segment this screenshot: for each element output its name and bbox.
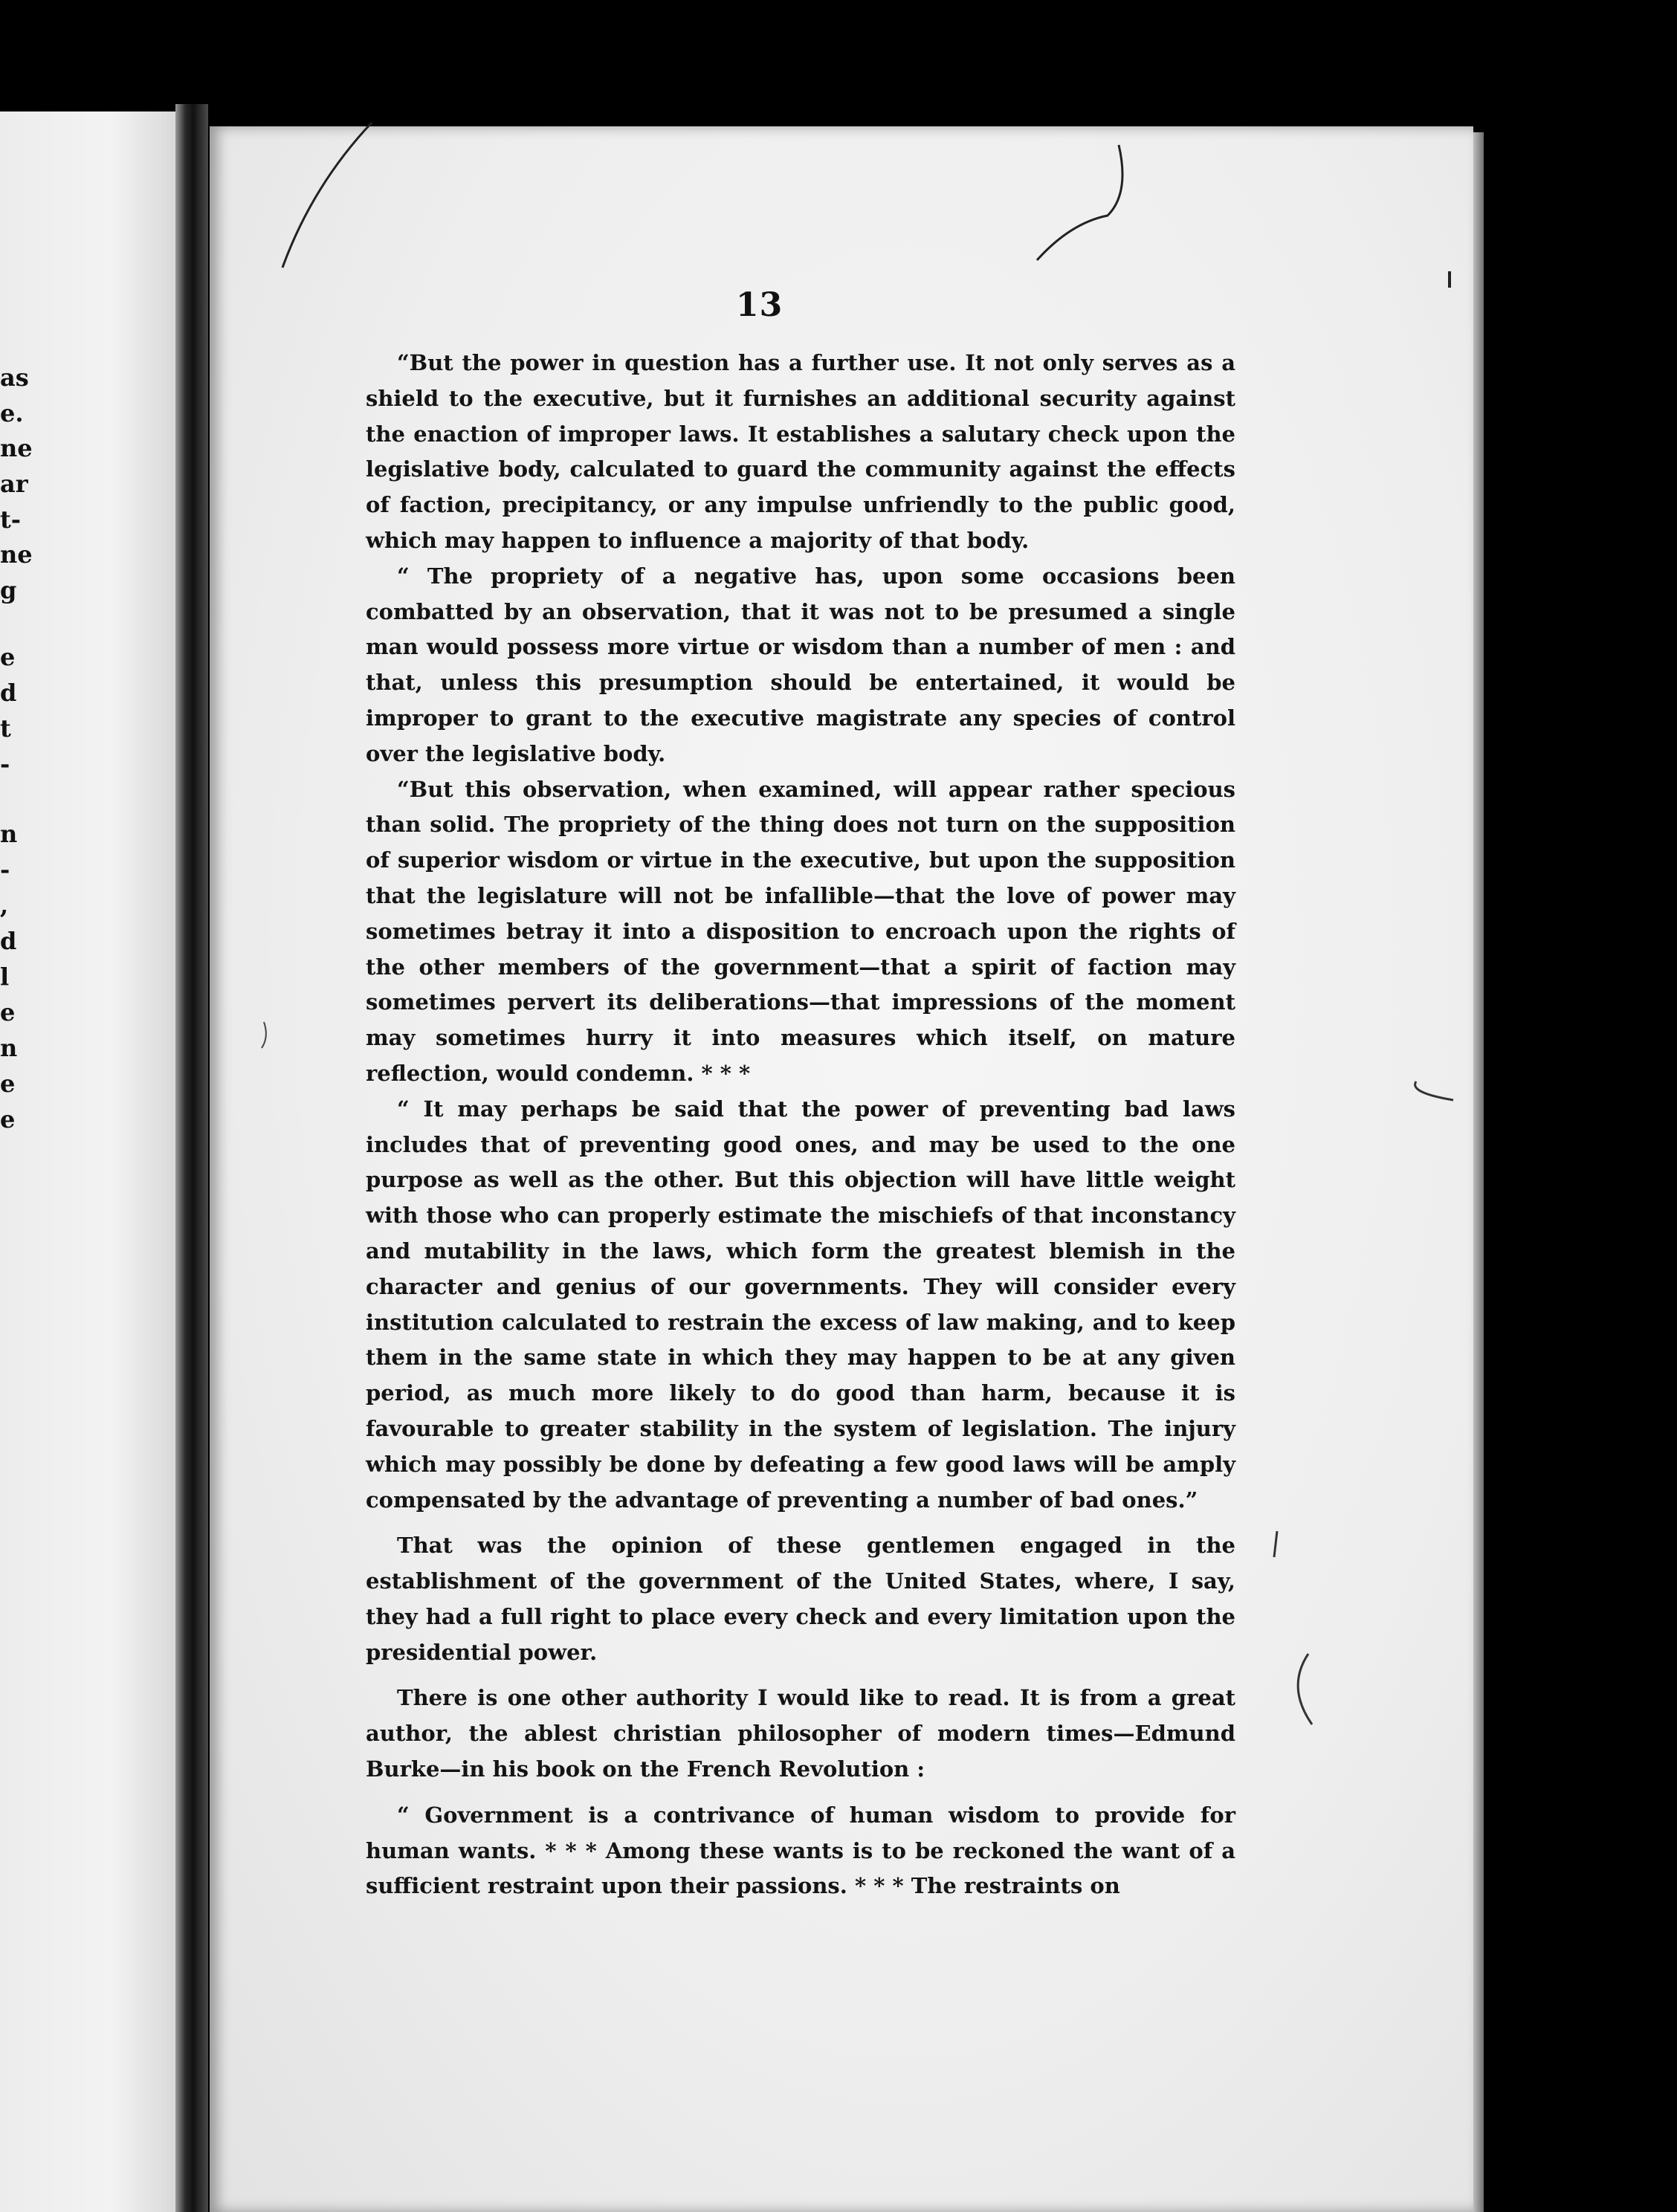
left-page-fragment: t- bbox=[0, 505, 22, 534]
left-page-fragment: ne bbox=[0, 540, 33, 569]
paragraph: “ Government is a contrivance of human wisdom to provide for human wants. * * * Among these wants is to be reckoned the want of a sufficient restraint upon their passions. * * * The restraints on bbox=[366, 1802, 1235, 1899]
page-edge bbox=[1473, 132, 1484, 2212]
left-page-fragment: g bbox=[0, 576, 17, 604]
left-page-fragment: n bbox=[0, 820, 18, 848]
paragraph: There is one other authority I would like to read. It is from a great author, the ablest christian philosopher of modern times—Edmund Burke—in his book on the French Revolution : bbox=[366, 1685, 1235, 1782]
paragraph: That was the opinion of these gentlemen engaged in the establishment of the government of the United States, where, I say, they had a full right to place every check and every limitation upon the presidential power. bbox=[366, 1533, 1235, 1665]
left-page-fragment: e bbox=[0, 998, 16, 1026]
left-page-fragment: t bbox=[0, 714, 11, 743]
left-page-fragment: , bbox=[0, 891, 9, 919]
paragraph: “ The propriety of a negative has, upon some occasions been combatted by an observation, that it was not to be presumed a single man would possess more virtue or wisdom than a number of men : and that, unless this presumption should be entertained, it would be improper to grant to the executive magistrate any species of control over the legislative body. bbox=[366, 563, 1235, 766]
body-text bbox=[366, 346, 1235, 1904]
paragraph: “But this observation, when examined, will appear rather specious than solid. The propriety of the thing does not turn on the supposition of superior wisdom or virtue in the executive, but upon the supposition that the legislature will not be infallible—that the love of power may sometimes betray it into a disposition to encroach upon the rights of the other members of the government—that a spirit of faction may sometimes pervert its deliberations—that impressions of the moment may sometimes hurry it into measures which itself, on mature reflection, would condemn. * * * bbox=[366, 776, 1235, 1086]
left-page-fragment: e bbox=[0, 1070, 16, 1098]
left-page-fragment: d bbox=[0, 927, 17, 955]
page-number: 13 bbox=[736, 286, 783, 324]
previous-page-edge bbox=[0, 111, 201, 2212]
left-page-fragment: e bbox=[0, 643, 16, 671]
left-page-fragment: e bbox=[0, 1105, 16, 1134]
left-page-fragment: e. bbox=[0, 399, 24, 427]
left-page-fragment: ne bbox=[0, 434, 33, 462]
left-page-fragment: l bbox=[0, 963, 10, 991]
left-page-fragment: ar bbox=[0, 470, 28, 498]
paragraph: “But the power in question has a further use. It not only serves as a shield to the executive, but it furnishes an additional security against the enaction of improper laws. It establishes a salutary check upon the legislative body, calculated to guard the community against the effects of faction, precipitancy, or any impulse unfriendly to the public good, which may happen to influence a majority of that body. bbox=[366, 350, 1235, 553]
left-page-fragment: n bbox=[0, 1034, 18, 1062]
paragraph: “ It may perhaps be said that the power of preventing bad laws includes that of preventing good ones, and may be used to the one purpose as well as the other. But this objection will have little weight with those who can properly estimate the mischiefs of that inconstancy and mutability in the laws, which form the greatest blemish in the character and genius of our governments. They will consider every institution calculated to restrain the excess of law making, and to keep them in the same state in which they may happen to be at any given period, as much more likely to do good than harm, because it is favourable to greater stability in the system of legislation. The injury which may possibly be done by defeating a few good laws will be amply compensated by the advantage of preventing a number of bad ones.” bbox=[366, 1096, 1235, 1513]
book-gutter bbox=[175, 104, 208, 2212]
left-page-fragment: as bbox=[0, 363, 29, 392]
left-page-fragment: d bbox=[0, 679, 17, 707]
left-page-fragment: - bbox=[0, 856, 10, 884]
left-page-fragment: - bbox=[0, 750, 10, 778]
